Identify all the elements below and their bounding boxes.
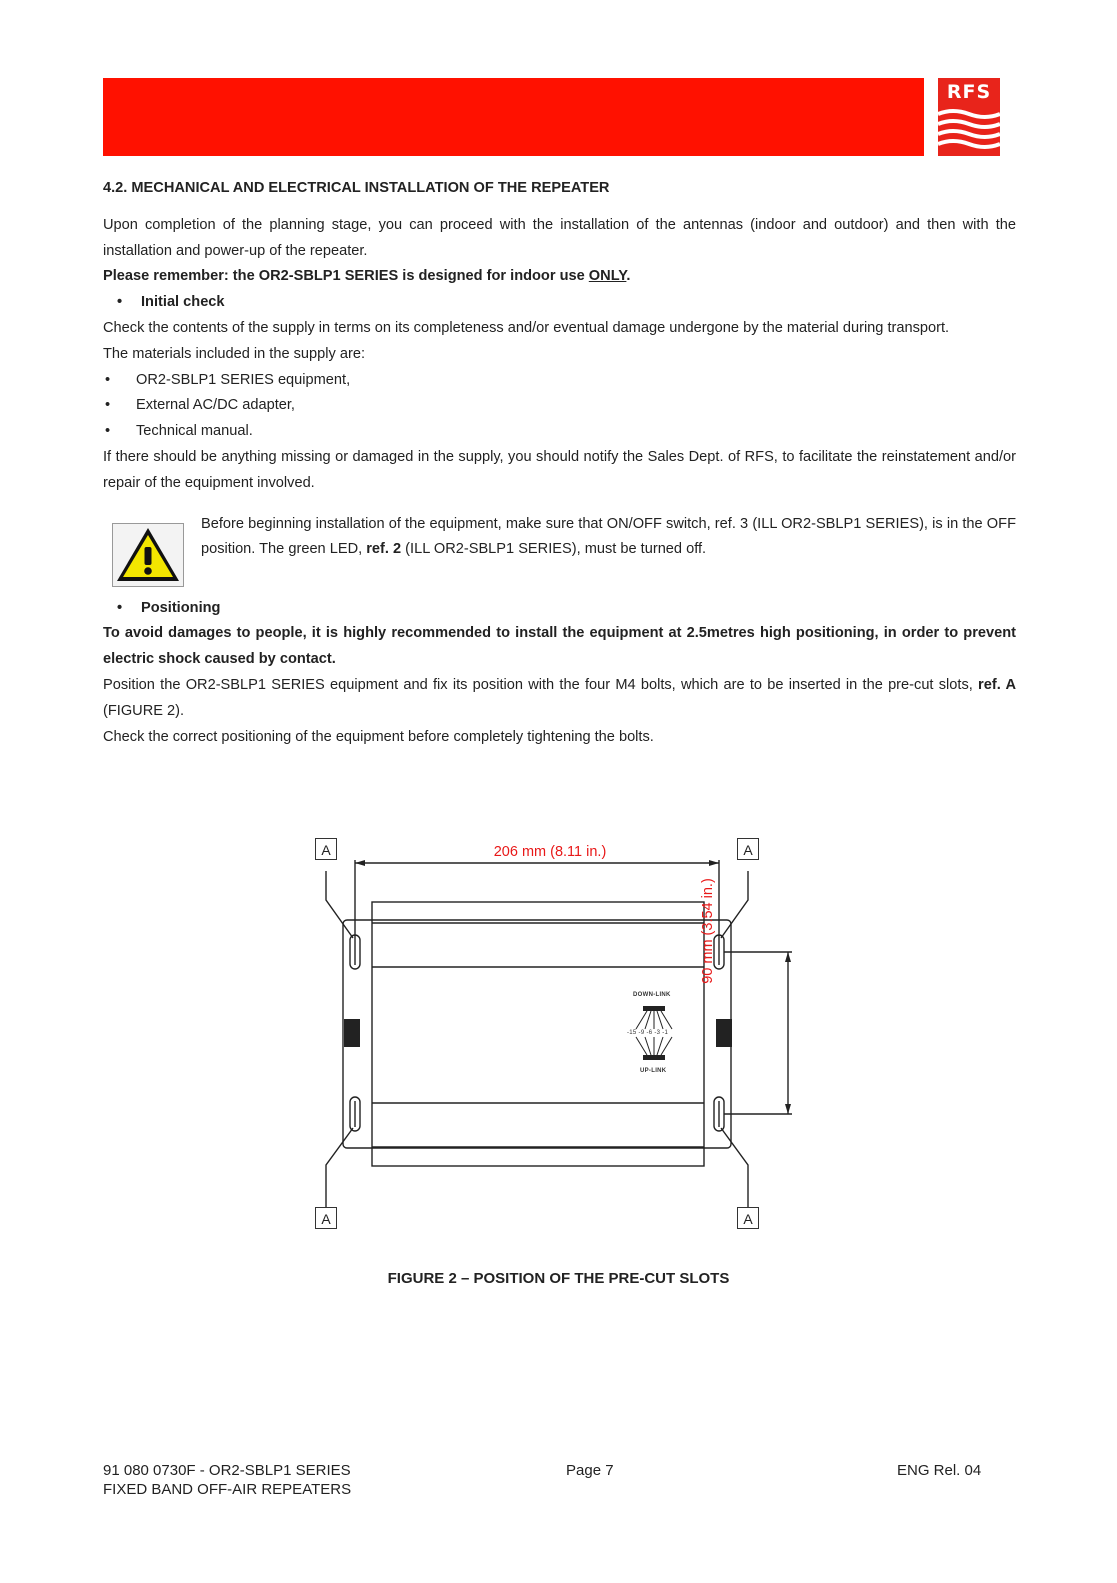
rfs-logo	[938, 78, 1000, 156]
initial-check-heading: • Initial check	[117, 294, 225, 311]
supply-intro: The materials included in the supply are:	[103, 345, 366, 362]
footer-release: ENG Rel. 04	[897, 1462, 982, 1479]
footer-left	[103, 1461, 351, 1499]
notice-suffix: .	[626, 268, 631, 285]
warning-ref: ref. 2	[366, 541, 402, 558]
positioning-paragraph	[103, 673, 1016, 725]
notice-emphasis: ONLY	[588, 268, 627, 285]
positioning-text-b: (FIGURE 2).	[103, 702, 185, 719]
downlink-label: DOWN-LINK	[633, 992, 671, 998]
width-dimension-label: 206 mm (8.11 in.)	[493, 844, 607, 860]
list-item: • OR2-SBLP1 SERIES equipment,	[103, 368, 1016, 394]
notice-text: Please remember: the OR2-SBLP1 SERIES is designed for indoor use	[103, 268, 589, 285]
positioning-ref: ref. A	[978, 676, 1016, 693]
logo-text: RFS	[946, 81, 992, 103]
warning-text-part2: (ILL OR2-SBLP1 SERIES), must be turned off.	[401, 541, 707, 558]
header-red-bar	[103, 78, 924, 156]
footer-product-line: FIXED BAND OFF-AIR REPEATERS	[103, 1481, 352, 1498]
positioning-heading: • Positioning	[117, 599, 221, 616]
footer-page-number: Page 7	[566, 1462, 614, 1479]
footer-doc-id: 91 080 0730F - OR2-SBLP1 SERIES	[103, 1462, 351, 1479]
initial-check-paragraph: Check the contents of the supply in terms on its completeness and/or eventual damage undergone by the material during transport.	[103, 319, 950, 336]
warning-text-part1: Before beginning installation of the equipment, make sure that ON/OFF switch, ref. 3 (ILL OR2-SBLP1 SERIES), is in the OFF position. The green LED,	[201, 515, 1016, 558]
device-drawing	[300, 835, 800, 1235]
main-content	[103, 176, 1016, 750]
section-title: 4.2. MECHANICAL AND ELECTRICAL INSTALLATION OF THE REPEATER	[103, 180, 610, 196]
missing-items-paragraph: If there should be anything missing or damaged in the supply, you should notify the Sales Dept. of RFS, to facilitate the reinstatement and/or repair of the equipment involved.	[103, 448, 1016, 491]
figure-caption: FIGURE 2 – POSITION OF THE PRE-CUT SLOTS	[387, 1270, 730, 1287]
positioning-text-a: Position the OR2-SBLP1 SERIES equipment and fix its position with the four M4 bolts, which are to be inserted in the pre-cut slots,	[103, 676, 979, 693]
positioning-warning: To avoid damages to people, it is highly recommended to install the equipment at 2.5metres high positioning, in order to prevent electric shock caused by contact.	[103, 625, 1016, 668]
list-item: • Technical manual.	[103, 419, 1016, 445]
height-dimension-label: 90 mm (3.54 in.)	[700, 878, 716, 984]
indoor-use-notice	[103, 264, 1016, 290]
attenuation-scale-label: -15 -9 -6 -3 -1	[627, 1030, 669, 1036]
warning-text	[201, 512, 1016, 564]
warning-icon	[112, 523, 184, 587]
initial-check-heading-text: Initial check	[141, 294, 225, 311]
logo-waves-icon	[938, 108, 1000, 154]
ref-a-bottom-right: A	[737, 1207, 759, 1229]
warning-block	[103, 512, 1016, 592]
tightening-paragraph: Check the correct positioning of the equipment before completely tightening the bolts.	[103, 728, 654, 745]
ref-a-top-right: A	[737, 838, 759, 860]
intro-paragraph: Upon completion of the planning stage, you can proceed with the installation of the antennas (indoor and outdoor) and then with the installation and power-up of the repeater.	[103, 216, 1016, 259]
positioning-heading-text: Positioning	[141, 599, 221, 616]
slot-position-figure	[300, 835, 800, 1235]
uplink-label: UP-LINK	[640, 1068, 667, 1074]
ref-a-bottom-left: A	[315, 1207, 337, 1229]
list-item: • External AC/DC adapter,	[103, 393, 1016, 419]
ref-a-top-left: A	[315, 838, 337, 860]
supply-list	[103, 368, 1016, 445]
